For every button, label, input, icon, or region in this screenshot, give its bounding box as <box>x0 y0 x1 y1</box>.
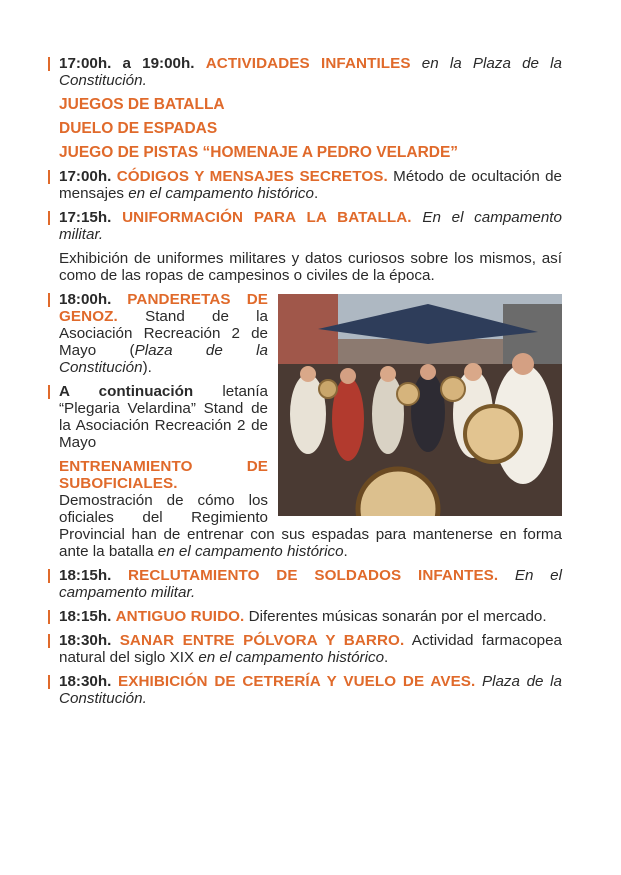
entry-title: EXHIBICIÓN DE CETRERÍA Y VUELO DE AVES. <box>117 673 476 690</box>
accent-bar <box>48 57 50 71</box>
entry-uniformacion <box>59 209 562 243</box>
entry-location: Plaza de la Constitución. <box>59 673 562 707</box>
accent-bar <box>48 675 50 689</box>
entry-time: 18:15h. <box>59 567 112 584</box>
entry-panderetas <box>59 291 562 376</box>
entry-location: Plaza de la Constitución <box>59 342 268 376</box>
entry-time: 17:00h. a 19:00h. <box>59 55 195 72</box>
entry-title: ANTIGUO RUIDO. <box>115 608 245 625</box>
description-text: Exhibición de uniformes militares y datos curiosos sobre los mismos, así como de las ropas de campesinos o civiles de la época. <box>59 250 562 284</box>
accent-bar <box>48 385 50 399</box>
entry-continuacion <box>59 383 562 451</box>
entry-title: ACTIVIDADES INFANTILES <box>205 55 411 72</box>
entry-time: 18:00h. <box>59 291 112 308</box>
entry-location: en el campamento histórico <box>128 185 314 202</box>
entry-title: SANAR ENTRE PÓLVORA Y BARRO. <box>119 632 405 649</box>
entry-codigos-secretos <box>59 168 562 202</box>
accent-bar <box>48 634 50 648</box>
entry-reclutamiento <box>59 567 562 601</box>
entry-title: UNIFORMACIÓN PARA LA BATALLA. <box>122 209 412 226</box>
entry-time: 18:15h. <box>59 608 112 625</box>
entry-end: ). <box>142 359 152 376</box>
entry-text <box>475 673 482 690</box>
photo-section <box>59 291 562 567</box>
subitem-juegos-batalla: JUEGOS DE BATALLA <box>59 96 225 113</box>
entry-text: Método de ocultación de mensajes <box>59 168 562 202</box>
subitem-duelo-espadas: DUELO DE ESPADAS <box>59 120 218 137</box>
subitem-juego-pistas: JUEGO DE PISTAS “HOMENAJE A PEDRO VELARDE” <box>59 144 459 161</box>
entry-text: Diferentes músicas sonarán por el mercado. <box>244 608 547 625</box>
entry-text <box>498 567 515 584</box>
accent-bar <box>48 170 50 184</box>
entry-entrenamiento <box>59 458 562 560</box>
continuation-lead: A continuación <box>59 383 194 400</box>
entry-location: en el campamento histórico <box>198 649 385 666</box>
entry-end: . <box>313 185 319 202</box>
entry-location: en la Plaza de la Constitución. <box>59 55 562 89</box>
entry-location: En el campamento militar. <box>59 567 562 601</box>
entry-title: ENTRENAMIENTO DE SUBOFICIALES. <box>59 458 268 492</box>
entry-end: . <box>384 649 389 666</box>
entry-location: en el campamento histórico <box>157 543 344 560</box>
accent-bar <box>48 610 50 624</box>
entry-text: Actividad farmacopea natural del siglo XIX <box>59 632 562 666</box>
entry-actividades-infantiles <box>59 55 562 89</box>
entry-text: Demostración de cómo los oficiales del Regimiento Provincial han de entrenar con sus espadas para mantenerse en forma ante la batalla <box>59 492 562 560</box>
entry-time: 18:30h. <box>59 673 112 690</box>
entry-end: . <box>343 543 348 560</box>
continuation-text: letanía “Plegaria Velardina” Stand de la Asociación Recreación 2 de Mayo <box>59 383 268 451</box>
entry-title: CÓDIGOS Y MENSAJES SECRETOS. <box>116 168 388 185</box>
uniform-description <box>59 250 562 284</box>
entry-title: RECLUTAMIENTO DE SOLDADOS INFANTES. <box>128 567 499 584</box>
entry-time: 18:30h. <box>59 632 112 649</box>
entry-text: Stand de la Asociación Recreación 2 de Mayo ( <box>59 308 268 359</box>
entry-title: PANDERETAS DE GENOZ. <box>59 291 268 325</box>
schedule <box>59 55 562 714</box>
entry-time: 17:15h. <box>59 209 112 226</box>
accent-bar <box>48 211 50 225</box>
entry-text <box>412 209 423 226</box>
entry-time: 17:00h. <box>59 168 112 185</box>
entry-location: En el campamento militar. <box>59 209 562 243</box>
entry-cetreria <box>59 673 562 707</box>
entry-antiguo-ruido <box>59 608 562 625</box>
entry-sanar <box>59 632 562 666</box>
accent-bar <box>48 569 50 583</box>
accent-bar <box>48 293 50 307</box>
